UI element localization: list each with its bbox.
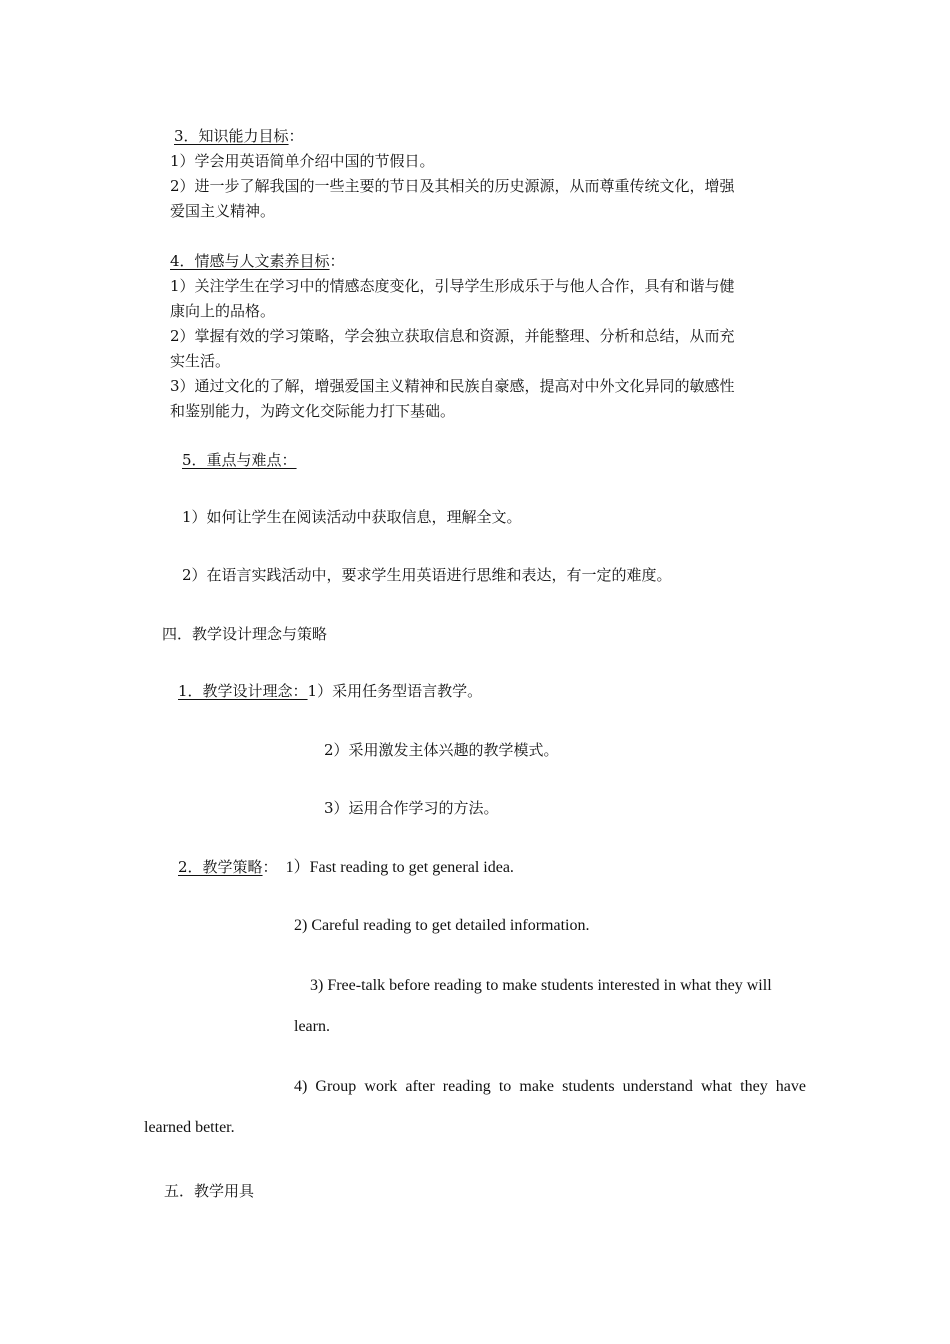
teaching-strategy — [178, 857, 514, 878]
section3-heading-text: 3．知识能力目标 — [174, 127, 289, 145]
section3-heading-colon: ： — [288, 127, 304, 145]
part5-title: 五．教学用具 — [164, 1182, 255, 1200]
section4-item-2: 2）掌握有效的学习策略，学会独立获取信息和资源，并能整理、分析和总结，从而充 — [170, 327, 735, 345]
section3-item-2-cont: 爱国主义精神。 — [170, 202, 276, 220]
section4-item-1: 1）关注学生在学习中的情感态度变化，引导学生形成乐于与他人合作，具有和谐与健 — [170, 277, 735, 295]
section4-heading — [170, 251, 345, 271]
section3-item-2: 2）进一步了解我国的一些主要的节日及其相关的历史源源，从而尊重传统文化，增强 — [170, 177, 735, 195]
section4-item-3: 3）通过文化的了解，增强爱国主义精神和民族自豪感，提高对中外文化异同的敏感性 — [170, 377, 735, 395]
section3-heading — [174, 126, 304, 146]
part4-title: 四．教学设计理念与策略 — [162, 625, 328, 643]
teaching-strategy-item-3: 3) Free-talk before reading to make students interested in what they will — [310, 977, 772, 994]
section5-heading-text: 5．重点与难点： — [182, 451, 297, 469]
design-concept-item-2: 2）采用激发主体兴趣的教学模式。 — [324, 741, 559, 759]
teaching-strategy-colon: ： — [262, 858, 278, 876]
teaching-strategy-item-2: 2) Careful reading to get detailed information. — [294, 917, 590, 934]
teaching-strategy-heading: 2．教学策略 — [178, 858, 263, 876]
section4-heading-colon: ： — [329, 252, 345, 270]
teaching-strategy-item-3-cont: learn. — [294, 1018, 330, 1035]
teaching-strategy-item-4: 4) Group work after reading to make students understand what they have — [294, 1078, 806, 1095]
section3-item-1: 1）学会用英语简单介绍中国的节假日。 — [170, 152, 435, 170]
section4-heading-text: 4．情感与人文素养目标 — [170, 252, 330, 270]
section5-item-2: 2）在语言实践活动中，要求学生用英语进行思维和表达，有一定的难度。 — [182, 566, 672, 584]
section5-item-1: 1）如何让学生在阅读活动中获取信息，理解全文。 — [182, 508, 522, 526]
design-concept-item-1: 1）采用任务型语言教学。 — [307, 682, 483, 700]
section4-item-2-cont: 实生活。 — [170, 352, 231, 370]
design-concept — [178, 681, 482, 701]
design-concept-item-3: 3）运用合作学习的方法。 — [324, 799, 499, 817]
teaching-strategy-item-4-cont: learned better. — [144, 1119, 235, 1136]
design-concept-heading: 1．教学设计理念： — [178, 682, 308, 700]
section5-heading — [182, 450, 297, 470]
section4-item-3-cont: 和鉴别能力，为跨文化交际能力打下基础。 — [170, 402, 456, 420]
teaching-strategy-item-1: 1）Fast reading to get general idea. — [285, 859, 514, 876]
section4-item-1-cont: 康向上的品格。 — [170, 302, 276, 320]
